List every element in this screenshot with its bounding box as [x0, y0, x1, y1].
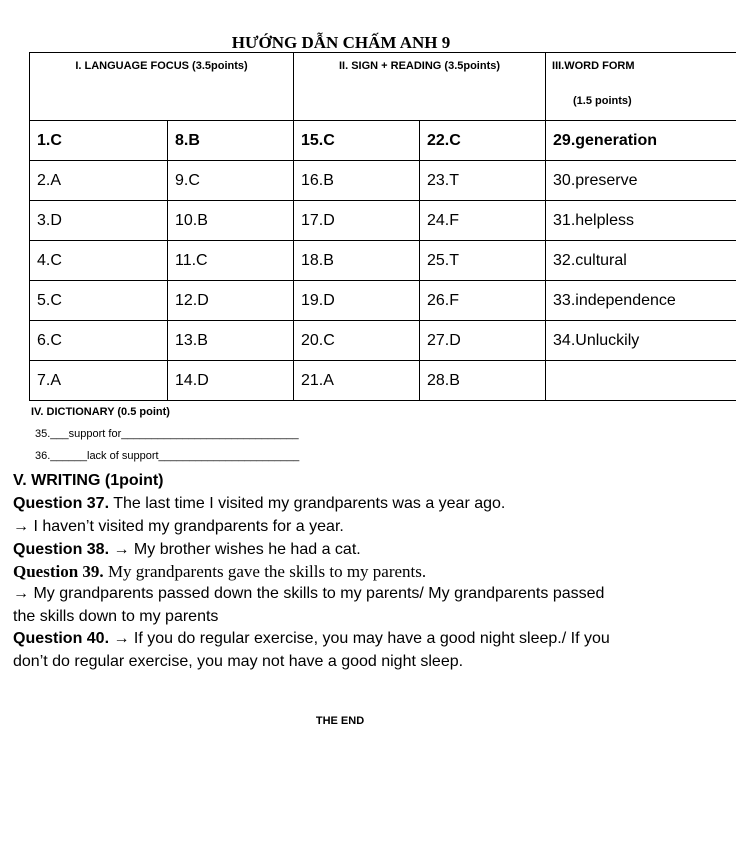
answer-cell: 8.B	[168, 121, 294, 161]
answer-cell: 3.D	[30, 201, 168, 241]
question-37-answer: → I haven’t visited my grandparents for a year.	[13, 518, 344, 535]
answer-cell: 10.B	[168, 201, 294, 241]
table-row	[30, 241, 736, 281]
question-39-text: My grandparents gave the skills to my parents.	[103, 562, 427, 581]
question-38	[13, 540, 361, 560]
answer-cell: 1.C	[30, 121, 168, 161]
answer-cell: 34.Unluckily	[546, 321, 736, 361]
table-header-row	[30, 53, 736, 121]
header-sign-reading: II. SIGN + READING (3.5points)	[294, 53, 546, 121]
answer-cell: 15.C	[294, 121, 420, 161]
the-end-label: THE END	[315, 715, 365, 727]
answer-cell	[546, 361, 736, 401]
answer-cell: 11.C	[168, 241, 294, 281]
table-row	[30, 121, 736, 161]
table-row	[30, 361, 736, 401]
answer-cell: 4.C	[30, 241, 168, 281]
answer-cell: 19.D	[294, 281, 420, 321]
dictionary-item-36: 36.______lack of support_______________________	[35, 450, 300, 462]
answer-cell: 13.B	[168, 321, 294, 361]
answer-cell: 33.independence	[546, 281, 736, 321]
header-word-form-points: (1.5 points)	[573, 95, 632, 107]
answer-cell: 25.T	[420, 241, 546, 281]
answer-cell: 7.A	[30, 361, 168, 401]
question-37	[13, 494, 505, 514]
answer-cell: 28.B	[420, 361, 546, 401]
answer-cell: 31.helpless	[546, 201, 736, 241]
question-40-text: → If you do regular exercise, you may have a good night sleep./ If you	[109, 630, 610, 647]
answer-cell: 6.C	[30, 321, 168, 361]
answer-cell: 30.preserve	[546, 161, 736, 201]
answer-cell: 18.B	[294, 241, 420, 281]
question-39-answer-line-2: the skills down to my parents	[13, 608, 219, 625]
question-38-text: → My brother wishes he had a cat.	[109, 541, 361, 558]
answer-cell: 14.D	[168, 361, 294, 401]
question-37-text: The last time I visited my grandparents was a year ago.	[109, 495, 506, 512]
dictionary-item-35: 35.___support for_____________________________	[35, 428, 299, 440]
answer-cell: 21.A	[294, 361, 420, 401]
writing-heading: V. WRITING (1point)	[13, 472, 164, 489]
answer-cell: 5.C	[30, 281, 168, 321]
answer-cell: 2.A	[30, 161, 168, 201]
answer-cell: 12.D	[168, 281, 294, 321]
header-word-form-title: III.WORD FORM	[552, 60, 635, 72]
page-title: HƯỚNG DẪN CHẤM ANH 9	[231, 33, 451, 52]
table-row	[30, 161, 736, 201]
question-40-answer-line-2: don’t do regular exercise, you may not have a good night sleep.	[13, 653, 464, 670]
table-row	[30, 201, 736, 241]
question-40-label: Question 40.	[13, 630, 110, 647]
answer-cell: 17.D	[294, 201, 420, 241]
answer-cell: 26.F	[420, 281, 546, 321]
answer-cell: 22.C	[420, 121, 546, 161]
dictionary-heading: IV. DICTIONARY (0.5 point)	[31, 406, 170, 418]
answer-cell: 24.F	[420, 201, 546, 241]
question-38-label: Question 38.	[13, 541, 110, 558]
answer-key-table	[29, 52, 736, 401]
question-39-label: Question 39.	[13, 562, 104, 581]
header-language-focus: I. LANGUAGE FOCUS (3.5points)	[30, 53, 294, 121]
answer-cell: 32.cultural	[546, 241, 736, 281]
answer-cell: 29.generation	[546, 121, 736, 161]
header-word-form	[546, 53, 736, 121]
answer-cell: 9.C	[168, 161, 294, 201]
answer-cell: 16.B	[294, 161, 420, 201]
answer-cell: 20.C	[294, 321, 420, 361]
table-row	[30, 321, 736, 361]
answer-cell: 23.T	[420, 161, 546, 201]
question-40	[13, 629, 610, 649]
table-row	[30, 281, 736, 321]
question-37-label: Question 37.	[13, 495, 110, 512]
answer-cell: 27.D	[420, 321, 546, 361]
question-39-answer-line-1: → My grandparents passed down the skills to my parents/ My grandparents passed	[13, 585, 605, 602]
question-39	[13, 562, 426, 583]
